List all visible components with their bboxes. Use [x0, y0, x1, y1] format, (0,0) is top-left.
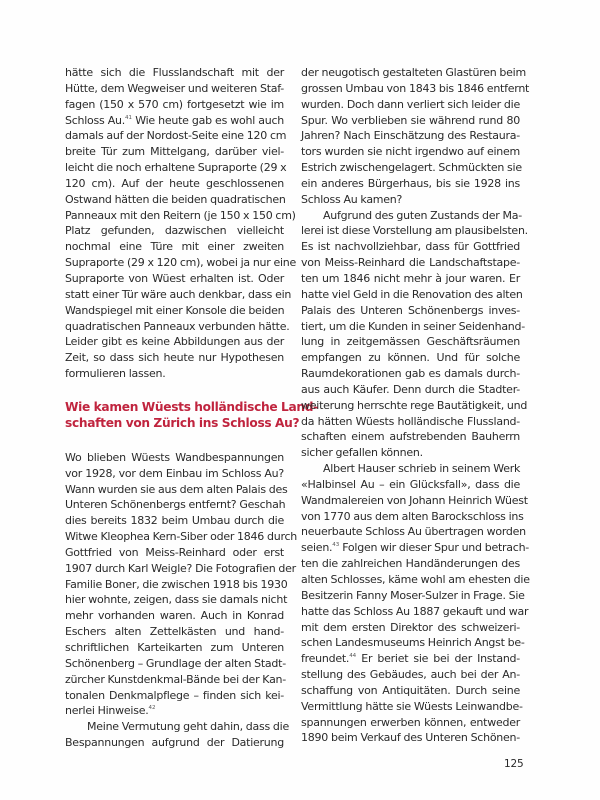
- paragraph: [65, 719, 289, 751]
- text-line: Wandmalereien von Johann Heinrich Wüest: [301, 493, 528, 507]
- text-line: Platz gefunden, dazwischen vielleicht: [65, 224, 284, 238]
- text-line: Witwe Kleophea Kern-Siber oder 1846 durch: [65, 530, 297, 544]
- paragraph: [65, 450, 297, 719]
- text-line: schaffung von Antiquitäten. Durch seine: [301, 683, 520, 697]
- heading-line: schaften von Zürich ins Schloss Au?: [65, 416, 300, 431]
- footnote-marker[interactable]: 42: [148, 705, 156, 712]
- section-heading: [65, 399, 318, 432]
- text-line: Schloss Au.$^{41}$ Wie heute gab es wohl auch: [65, 113, 284, 127]
- text-line: zürcher Kunstdenkmal-Bände bei der Kan-: [65, 672, 286, 686]
- text-line: formulieren lassen.: [65, 367, 166, 381]
- text-line: Meine Vermutung geht dahin, dass die: [87, 720, 289, 734]
- text-line: da hätten Wüests holländische Flussland-: [301, 414, 520, 428]
- text-line: lerei ist diese Vorstellung am plausibelsten.: [301, 224, 528, 238]
- left-column: [65, 65, 318, 751]
- text-line: Wann wurden sie aus dem alten Palais des: [65, 482, 288, 496]
- text-line: Bespannungen aufgrund der Datierung: [65, 736, 284, 750]
- text-line: damals auf der Nordost-Seite eine 120 cm: [65, 129, 287, 143]
- text-line: Leider gibt es keine Abbildungen aus der: [65, 335, 284, 349]
- text-line: vor 1928, vor dem Einbau im Schloss Au?: [65, 466, 284, 480]
- text-line: mehr vorhanden waren. Auch in Konrad: [65, 609, 284, 623]
- text-line: Eschers alten Zettelkästen und hand-: [65, 625, 284, 639]
- text-line: tiert, um die Kunden in seiner Seidenhand-: [301, 319, 525, 333]
- text-line: schriftlichen Karteikarten zum Unteren: [65, 641, 284, 654]
- paragraph: [301, 65, 530, 208]
- text-line: Familie Boner, die zwischen 1918 bis 1930: [65, 577, 288, 591]
- text-line: leicht die noch erhaltene Supraporte (29 x: [65, 161, 287, 175]
- text-line: empfangen zu können. Und für solche: [301, 351, 520, 365]
- footnote-marker[interactable]: 43: [332, 542, 340, 549]
- text-line: Wo blieben Wüests Wandbespannungen: [65, 450, 284, 464]
- text-line: Zeit, so dass sich heute nur Hypothesen: [65, 351, 284, 365]
- text-line: Ostwand hätten die beiden quadratischen: [65, 192, 286, 206]
- text-line: Wandspiegel mit einer Konsole die beiden: [65, 303, 285, 317]
- heading-line: Wie kamen Wüests holländische Land-: [65, 399, 318, 414]
- text-line: breite Tür zum Mittelgang, darüber viel-: [65, 145, 284, 159]
- text-line: grossen Umbau von 1843 bis 1846 entfernt: [301, 81, 530, 95]
- text-line: Besitzerin Fanny Moser-Sulzer in Frage. Sie: [301, 588, 525, 602]
- text-line: schaften einem aufstrebenden Bauherrn: [301, 430, 520, 444]
- text-line: Hütte, dem Wegweiser und weiteren Staf-: [65, 81, 284, 95]
- text-line: Schloss Au kamen?: [301, 192, 403, 206]
- text-line: spannungen erwerben können, entweder: [301, 715, 520, 729]
- text-line: Raumdekorationen gab es damals durch-: [301, 367, 520, 381]
- text-line: stellung des Gebäudes, auch bei der An-: [301, 668, 520, 682]
- text-line: ein anderes Bürgerhaus, bis sie 1928 ins: [301, 176, 520, 190]
- text-line: mit dem ersten Direktor des schweizeri-: [301, 620, 520, 634]
- text-line: hätte sich die Flusslandschaft mit der: [65, 66, 284, 79]
- text-line: Spur. Wo verblieben sie während rund 80: [301, 113, 520, 127]
- page-number: 125: [504, 758, 524, 770]
- text-line: neuerbaute Schloss Au übertragen worden: [301, 525, 526, 539]
- text-line: Gottfried von Meiss-Reinhard oder erst: [65, 545, 284, 559]
- text-line: ten um 1846 nicht mehr à jour waren. Er: [301, 271, 520, 285]
- text-line: 120 cm). Auf der heute geschlossenen: [65, 176, 284, 190]
- text-line: schen Landesmuseums Heinrich Angst be-: [301, 636, 525, 650]
- text-line: tors wurden sie nicht irgendwo auf einem: [301, 145, 520, 159]
- paragraph: [65, 65, 297, 382]
- text-line: weiterung herrschte rege Bautätigkeit, und: [301, 398, 528, 412]
- text-line: Estrich zwischengelagert. Schmückten sie: [301, 161, 522, 175]
- text-line: hier wohnte, zeigen, dass sie damals nicht: [65, 593, 288, 607]
- text-line: ten die zahlreichen Handänderungen des: [301, 557, 520, 571]
- text-line: hatte viel Geld in die Renovation des alten: [301, 287, 523, 301]
- text-line: Schönenberg – Grundlage der alten Stadt-: [65, 656, 286, 670]
- right-column: [301, 65, 530, 746]
- text-line: freundet.$^{44}$ Er beriet sie bei der Instand-: [301, 652, 520, 666]
- text-line: dies bereits 1832 beim Umbau durch die: [65, 514, 284, 528]
- text-line: aus auch Käufer. Denn durch die Stadter-: [301, 382, 520, 396]
- text-line: wurden. Doch dann verliert sich leider die: [301, 97, 520, 111]
- text-line: Albert Hauser schrieb in seinem Werk: [323, 462, 521, 476]
- text-line: nochmal eine Türe mit einer zweiten: [65, 240, 284, 254]
- text-line: Es ist nachvollziehbar, dass für Gottfried: [301, 240, 520, 254]
- text-line: der neugotisch gestalteten Glastüren beim: [301, 66, 526, 79]
- text-line: «Halbinsel Au – ein Glücksfall», dass die: [301, 477, 520, 491]
- text-line: von 1770 aus dem alten Barockschloss ins: [301, 509, 524, 523]
- text-line: Unteren Schönenbergs entfernt? Geschah: [65, 498, 286, 512]
- paragraph: [301, 208, 528, 462]
- text-line: nerlei Hinweise.$^{42}$: [65, 704, 156, 718]
- text-line: Panneaux mit den Reitern (je 150 x 150 cm): [65, 208, 296, 222]
- text-line: von Meiss-Reinhard die Landschaftstape-: [301, 256, 520, 270]
- text-line: lung in zeitgemässen Geschäftsräumen: [301, 335, 520, 349]
- text-line: quadratischen Panneaux verbunden hätte.: [65, 319, 290, 333]
- text-line: hatte das Schloss Au 1887 gekauft und war: [301, 604, 529, 618]
- text-line: seien.$^{43}$ Folgen wir dieser Spur und betrach-: [301, 541, 530, 555]
- text-line: tonalen Denkmalpflege – finden sich kei-: [65, 688, 284, 702]
- text-line: Vermittlung hätte sie Wüests Leinwandbe-: [301, 699, 523, 713]
- text-line: Palais des Unteren Schönenbergs inves-: [301, 303, 520, 317]
- text-line: Aufgrund des guten Zustands der Ma-: [323, 208, 522, 222]
- text-line: 1890 beim Verkauf des Unteren Schönen-: [301, 731, 520, 745]
- text-line: Jahren? Nach Einschätzung des Restaura-: [301, 129, 520, 143]
- text-line: alten Schlosses, käme wohl am ehesten die: [301, 573, 530, 586]
- text-line: sicher gefallen können.: [301, 446, 423, 460]
- text-line: statt einer Tür wäre auch denkbar, dass ein: [65, 287, 292, 301]
- footnote-marker[interactable]: 41: [124, 114, 132, 121]
- text-line: Supraporte von Wüest erhalten ist. Oder: [65, 271, 284, 285]
- text-line: Supraporte (29 x 120 cm), wobei ja nur eine: [65, 256, 297, 270]
- text-line: fagen (150 x 570 cm) fortgesetzt wie im: [65, 97, 284, 111]
- paragraph: [301, 461, 530, 746]
- text-line: 1907 durch Karl Weigle? Die Fotografien der: [65, 561, 296, 575]
- footnote-marker[interactable]: 44: [349, 653, 357, 660]
